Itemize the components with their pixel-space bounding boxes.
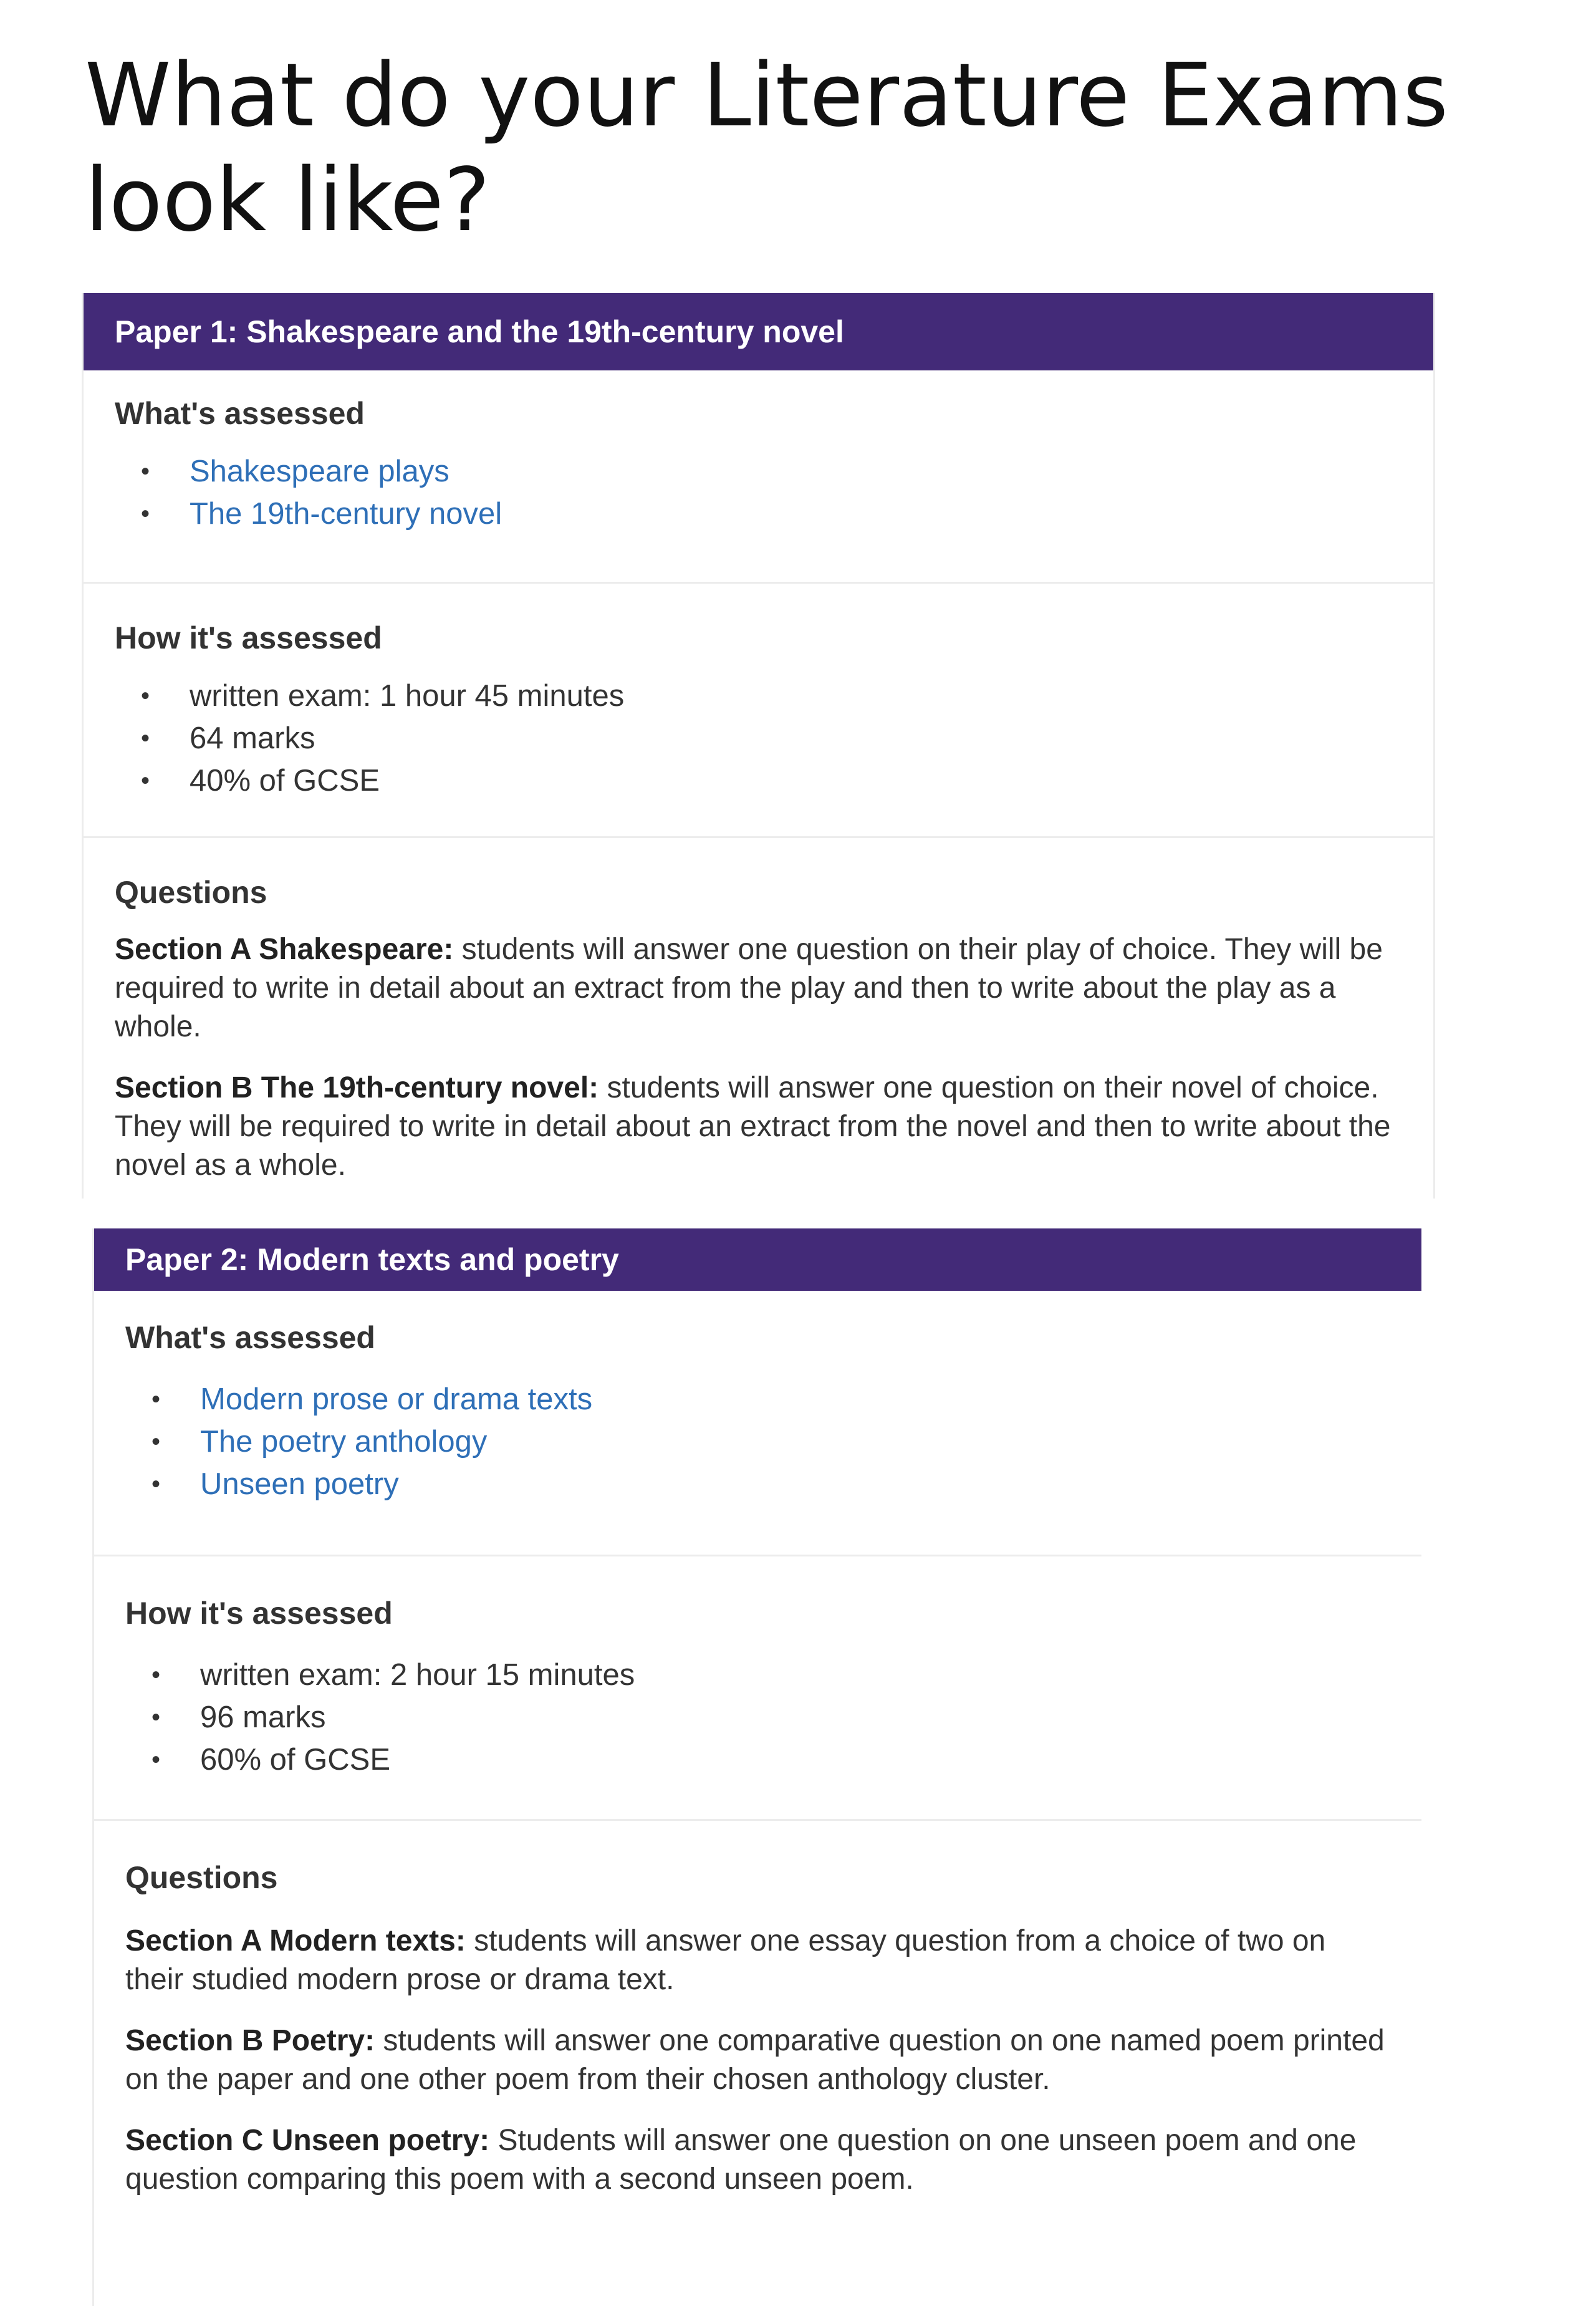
section-title: How it's assessed [125, 1596, 393, 1631]
question-text: students will answer one essay question from a choice of two on their studied modern prose or drama text. [125, 1924, 1326, 1996]
paper-2-header: Paper 2: Modern texts and poetry [94, 1228, 1421, 1291]
paper-1-how-assessed [84, 584, 1433, 838]
list-item: • 96 marks [125, 1696, 1390, 1739]
list-item-link[interactable]: • Shakespeare plays [115, 450, 1402, 493]
question-label: Section C Unseen poetry: [125, 2124, 490, 2157]
section-title: How it's assessed [115, 620, 382, 655]
paper-1-header: Paper 1: Shakespeare and the 19th-century novel [84, 293, 1433, 370]
question-label: Section A Shakespeare: [115, 933, 454, 966]
section-title: Questions [115, 875, 267, 910]
paper-1-whats-assessed [84, 370, 1433, 584]
question-text: Students will answer one question on one unseen poem and one question comparing this poem with a second unseen poem. [125, 2124, 1357, 2196]
list-item-link[interactable]: • The 19th-century novel [115, 493, 1402, 535]
paper-2-whats-assessed [94, 1291, 1421, 1556]
question-text: students will answer one question on their play of choice. They will be required to write in detail about an extract from the play and then to write about the play as a whole. [115, 933, 1383, 1043]
list-item-link[interactable]: • The poetry anthology [125, 1421, 1390, 1463]
question-paragraph [125, 2022, 1390, 2099]
section-title: What's assessed [125, 1320, 375, 1355]
list-item: • 60% of GCSE [125, 1739, 1390, 1781]
question-paragraph [125, 2121, 1390, 2199]
section-title: Questions [125, 1860, 278, 1895]
how-assessed-list [115, 675, 1402, 802]
question-text: students will answer one question on their novel of choice. They will be required to write in detail about an extract from the novel and then to write about the novel as a whole. [115, 1071, 1391, 1182]
question-paragraph [115, 1069, 1402, 1185]
list-item: • written exam: 1 hour 45 minutes [115, 675, 1402, 717]
paper-2-how-assessed [94, 1556, 1421, 1821]
list-item: • written exam: 2 hour 15 minutes [125, 1654, 1390, 1696]
list-item: • 64 marks [115, 717, 1402, 760]
question-label: Section B The 19th-century novel: [115, 1071, 599, 1104]
how-assessed-list [125, 1654, 1390, 1781]
section-title: What's assessed [115, 396, 365, 431]
paper-1-panel [82, 293, 1435, 1199]
whats-assessed-list [125, 1378, 1390, 1505]
question-paragraph [125, 1922, 1390, 1999]
paper-1-questions [84, 838, 1433, 1185]
question-paragraph [115, 930, 1402, 1046]
question-label: Section B Poetry: [125, 2024, 375, 2057]
paper-2-panel [92, 1228, 1421, 2306]
paper-2-questions [94, 1821, 1421, 2199]
list-item: • 40% of GCSE [115, 760, 1402, 802]
question-label: Section A Modern texts: [125, 1924, 466, 1957]
slide-title: What do your Literature Exams look like? [85, 45, 1449, 251]
whats-assessed-list [115, 450, 1402, 535]
list-item-link[interactable]: • Unseen poetry [125, 1463, 1390, 1505]
list-item-link[interactable]: • Modern prose or drama texts [125, 1378, 1390, 1421]
question-text: students will answer one comparative question on one named poem printed on the paper and one other poem from their chosen anthology cluster. [125, 2024, 1385, 2096]
